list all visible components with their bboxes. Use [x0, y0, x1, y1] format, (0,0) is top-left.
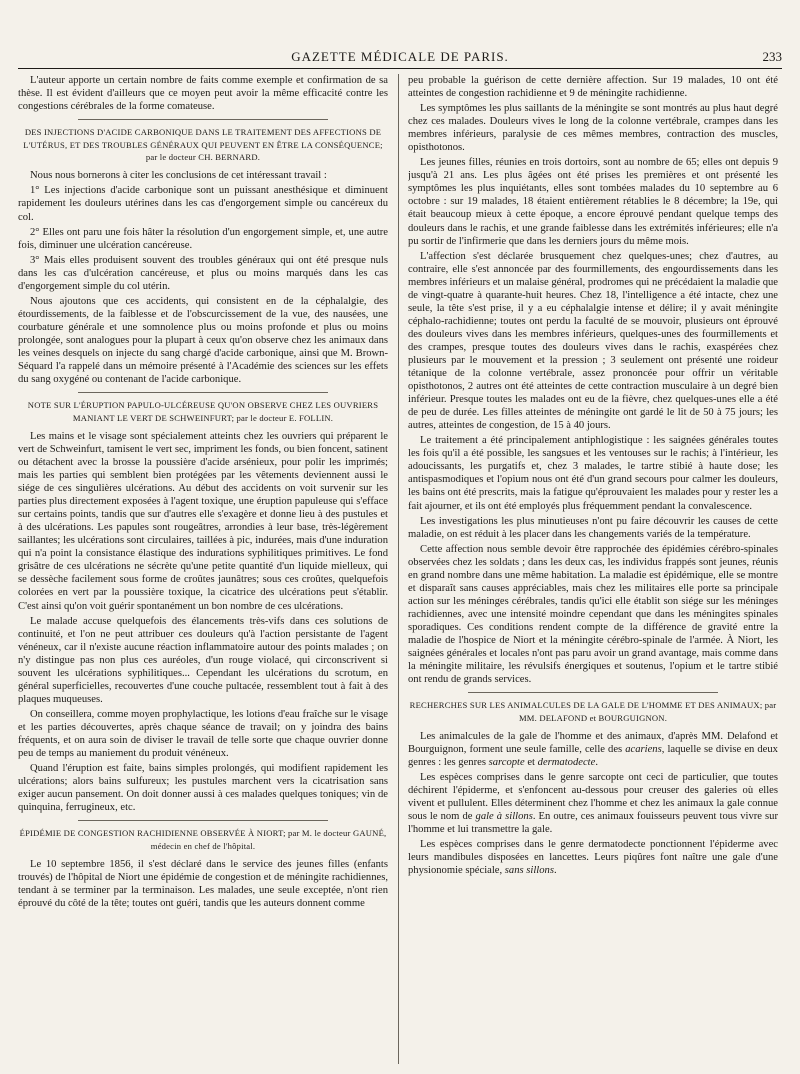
italic-term: acariens: [625, 744, 662, 756]
paragraph: On conseillera, comme moyen prophylactique, les lotions d'eau fraîche sur le visage et les parties découvertes, après chaque séance de travail; on y joindra des bains fréquents, et on aura soin de diviser le travail de telle sorte que chaque ouvrier donne peu de temps au maniement du produit vénéneux.: [18, 708, 388, 760]
italic-term: dermatodecte: [537, 757, 596, 769]
left-column: [18, 74, 388, 1064]
paragraph: 1° Les injections d'acide carbonique sont un puissant anesthésique et diminuent rapidement les douleurs utérines dans les cas d'engorgement simple ou cancéreux du col.: [18, 185, 388, 223]
section-heading-author: ; par le docteur CH. BERNARD.: [145, 139, 383, 162]
text-run: et: [524, 757, 538, 769]
text-run: .: [595, 757, 598, 769]
section-heading-carbonic: [18, 126, 388, 163]
section-heading-author: ; par le docteur E. FOLLIN.: [231, 412, 334, 423]
section-heading-author: ; par MM. DELAFOND et BOURGUIGNON.: [518, 700, 777, 723]
section-heading-title: NOTE SUR L'ÉRUPTION PAPULO-ULCÉREUSE QU'ON OBSERVE CHEZ LES OUVRIERS MANIANT LE VERT DE SCHWEINFURT: [27, 400, 379, 423]
paragraph: Nous ajoutons que ces accidents, qui consistent en de la céphalalgie, des étourdissements, de la faiblesse et de l'obscurcissement de la vue, des nausées, une courbature générale et une somnolence plus ou moins profonde et plus ou moins prolongée, sont analogues pour la plupart à ceux qu'on observe chez les animaux dans les veines desquels on injecte du sang chargé d'acide carbonique, ainsi que M. Brown-Séquard l'a rappelé dans un mémoire présenté à l'Académie des sciences sur les effets du sang oxygéné ou contenant de l'acide carbonique.: [18, 295, 388, 386]
paragraph: Les investigations les plus minutieuses n'ont pu faire découvrir les causes de cette maladie, on est réduit à les placer dans les changements variés de la température.: [408, 515, 778, 540]
paragraph: peu probable la guérison de cette dernière affection. Sur 19 malades, 10 ont été atteintes de congestion rachidienne et 9 de méningite rachidienne.: [408, 75, 778, 100]
text-run: Les animalcules de la gale de l'homme et des animaux, d'après MM. Delafond et Bourguignon, forment une seule famille, celle des: [408, 730, 778, 756]
text-run: .: [553, 865, 557, 877]
section-heading-gale: [408, 699, 778, 724]
section-heading-eruption: [18, 399, 388, 424]
italic-term: sans sillons: [504, 865, 554, 877]
paragraph: 2° Elles ont paru une fois hâter la résolution d'un engorgement simple, et, une autre fois, diminuer une ulcération cancéreuse.: [18, 226, 388, 251]
section-rule: [78, 392, 328, 393]
paragraph: Le malade accuse quelquefois des élancements très-vifs dans ces solutions de continuité, et l'on ne peut attribuer ces douleurs qu'à l'action persistante de l'agent vénéneux, car il n'existe aucune réaction inflammatoire autour des points malades ; on n'y distingue pas non plus ces auréoles, d'un rouge violacé, qui circonscrivent si souvent les ulcérations syphilitiques... Cependant les ulcérations du scrotum, en général superficielles, recouvertes d'une couche pultacée, ressemblent tout à fait à des plaques muqueuses.: [18, 615, 388, 705]
section-rule: [78, 820, 328, 821]
section-heading-niort: [18, 827, 388, 852]
section-heading-title: DES INJECTIONS D'ACIDE CARBONIQUE DANS LE TRAITEMENT DES AFFECTIONS DE L'UTÉRUS, ET DES TROUBLES GÉNÉRAUX QUI PEUVENT EN ÊTRE LA CONSÉQUENCE: [23, 127, 382, 150]
paragraph: L'affection s'est déclarée brusquement chez quelques-unes; chez d'autres, au contraire, elle s'est annoncée par des fourmillements, des engourdissements dans les membres inférieurs et un malaise général, prodromes qui ne précédaient la maladie que de vingt-quatre à quarante-huit heures. Chez 18, l'intelligence a été intacte, chez une seule, la tête s'est prise, il y a eu céphalalgie intense et délire; il y avait méningite céphalo-rachidienne; toutes ont perdu la faculté de se mouvoir, plusieurs ont éprouvé des douleurs vives dans les membres inférieurs, quelques-unes des fourmillements et des crampes, presque toutes des douleurs vives dans le rachis, exaspérées chez plusieurs par le mouvement et la pression ; 3 seulement ont présenté une roideur tétanique de la colonne vertébrale, assez prononcée pour offrir un véritable opisthotonos, 2 autres ont été atteintes de cette contraction musculaire à un degré bien inférieur. Presque toutes les malades ont eu de la fièvre, chez quelques-unes elle a été de peu de durée. Les filles atteintes de méningite ont gardé le lit de 50 à 75 jours; les autres, atteintes de congestion, de 15 à 40 jours.: [408, 250, 778, 432]
paragraph: Les mains et le visage sont spécialement atteints chez les ouvriers qui préparent le vert de Schweinfurt, tamisent le vert sec, impriment les fonds, ou bien foncent, satinent ou détachent avec la brosse la poussière d'acide arsénieux, pour polir les imprimés; mais les parties qui semblent bien protégées par les vêtements deviennent aussi le siége de ces singulières ulcérations. Au début des accidents on voit survenir sur les parties plus directement exposées à l'agent toxique, une éruption papuleuse qui s'efface sur certains points, tandis que sur d'autres elle s'exagère et donne lieu à des pustules et à des ulcérations. Les papules sont rougeâtres, arrondies à leur base, très-légèrement saillantes; les ulcérations sont circulaires, taillées à pic, indurées, mais d'une induration qui n'a point la consistance élastique des indurations syphilitiques primitives. Le fond grisâtre de ces ulcérations ne sécrète qu'une petite quantité d'un liquide mielleux, qui se dessèche facilement sous forme de croûtes jaunâtres; sous ces croûtes, quelquefois colorées en vert par la poussière toxique, la cicatrice des ulcérations peut s'établir. C'est ainsi qu'on voit guérir spontanément un bon nombre de ces ulcérations.: [18, 430, 388, 612]
paragraph: Le 10 septembre 1856, il s'est déclaré dans le service des jeunes filles (enfants trouvés) de l'hôpital de Niort une épidémie de congestion et de méningite rachidiennes, tendant à se terminer par la terminaison. Les malades, une seule exceptée, n'ont rien éprouvé du côté de la tête; toutes ont guéri, tandis que les auteurs donnent comme: [18, 859, 388, 910]
paragraph: Le traitement a été principalement antiphlogistique : les saignées générales toutes les fois qu'il a été possible, les sangsues et les ventouses sur le rachis; à l'intérieur, les adoucissants, les purgatifs et, chez 3 malades, le tartre stibié à haute dose; les antispasmodiques et l'opium nous ont été d'un grand secours pour calmer les douleurs, les bains ont été prescrits, mais la fatigue qu'éprouvaient les malades pour y rester les a fait ajourner, et ils ont été employés plus fréquemment pendant la convalescence.: [408, 435, 778, 512]
italic-term: gale à sillons: [475, 811, 533, 823]
journal-title: GAZETTE MÉDICALE DE PARIS.: [291, 49, 509, 64]
page-number: 233: [762, 49, 782, 64]
running-header: [18, 46, 782, 69]
text-run: , laquelle se divise en deux genres : les genres: [408, 744, 778, 769]
paragraph: [408, 771, 778, 836]
paragraph: 3° Mais elles produisent souvent des troubles généraux qui ont été presque nuls dans les cas d'ulcération cancéreuse, et plus ou moins marqués dans les cas d'engorgement simple du col utérin.: [18, 254, 388, 292]
document-page: [18, 0, 782, 1074]
paragraph: Les jeunes filles, réunies en trois dortoirs, sont au nombre de 65; elles ont depuis 9 jusqu'à 21 ans. Les plus âgées ont été prises les premières et ont présenté les symptômes les plus inquiétants, elles sont tombées malades du 10 septembre au 6 octobre : sur 19 malades, 18 étaient entièrement rétablies le 8 décembre; la 19e, qui était beaucoup mieux à cette époque, a encore éprouvé pendant quelque temps des douleurs dans le rachis, et une grande faiblesse dans les extrémités inférieures; elle n'a pu sortir de l'infirmerie que dans les derniers jours du même mois.: [408, 157, 778, 247]
paragraph: Quand l'éruption est faite, bains simples prolongés, qui modifient rapidement les ulcérations; alors bains sulfureux; les pustules marchent vers la cicatrisation sans exiger aucun pansement. On doit donner aussi à ces malades quelques toniques; vin de quinquina, ferrugineux, etc.: [18, 763, 388, 814]
italic-term: sarcopte: [488, 757, 525, 769]
column-divider: [398, 74, 399, 1064]
paragraph: [408, 730, 778, 769]
right-column: [408, 74, 778, 1064]
section-heading-title: RECHERCHES SUR LES ANIMALCULES DE LA GALE DE L'HOMME ET DES ANIMAUX: [409, 700, 760, 711]
text-run: . En outre, ces animaux fouisseurs peuvent tous vivre sur l'homme et lui transmettre la gale.: [408, 811, 778, 836]
section-rule: [468, 692, 718, 693]
paragraph: Les symptômes les plus saillants de la méningite se sont montrés au plus haut degré chez ces malades. Douleurs vives le long de la colonne vertébrale, crampes dans les membres inférieurs, paralysie de ces mêmes membres, contraction des muscles, opisthotonos.: [408, 103, 778, 154]
section-heading-author: ; par M. le docteur GAUNÉ, médecin en chef de l'hôpital.: [150, 828, 387, 851]
section-heading-title: ÉPIDÉMIE DE CONGESTION RACHIDIENNE OBSERVÉE À NIORT: [19, 828, 284, 839]
section-rule: [78, 119, 328, 120]
text-run: Les espèces comprises dans le genre sarcopte ont ceci de particulier, que toutes déchirent l'épiderme, et s'enfoncent au-dessous pour creuser des galeries où elles vivent et pullulent. Elles déterminent chez l'homme et chez les animaux la gale connue sous le nom de: [408, 772, 778, 823]
text-run: Les espèces comprises dans le genre dermatodecte ponctionnent l'épiderme avec leurs mandibules disposées en lancettes. Leurs piqûres font naître une gale d'une physionomie spéciale,: [408, 839, 778, 877]
paragraph: [408, 838, 778, 877]
intro-paragraph: L'auteur apporte un certain nombre de faits comme exemple et confirmation de sa thèse. Il est évident d'ailleurs que ce moyen peut avoir la même efficacité contre les congestions cérébrales de la forme comateuse.: [18, 75, 388, 113]
paragraph: Nous nous bornerons à citer les conclusions de cet intéressant travail :: [30, 170, 327, 182]
paragraph: Cette affection nous semble devoir être rapprochée des épidémies cérébro-spinales observées chez les soldats ; dans les deux cas, les individus frappés sont jeunes, réunis en grand nombre dans une même habitation. La maladie est épidémique, elle se montre et disparaît sans causes appréciables, mais chez les militaires elle porte sa principale action sur les méninges cérébrales, tandis qu'ici elle établit son siége sur les méninges rachidiennes, avec une intensité moindre cependant que dans les méningites spinales sporadiques. Ces conditions rendent compte de la différence de gravité entre la maladie de l'hospice de Niort et la méningite cérébro-spinale de l'armée. À Niort, les saignées générales et locales n'ont pas paru avoir un grand avantage, mais comme dans la méningite militaire, les révulsifs énergiques et soutenus, l'opium et le tartre stibié ont rendu de grands services.: [408, 543, 778, 686]
